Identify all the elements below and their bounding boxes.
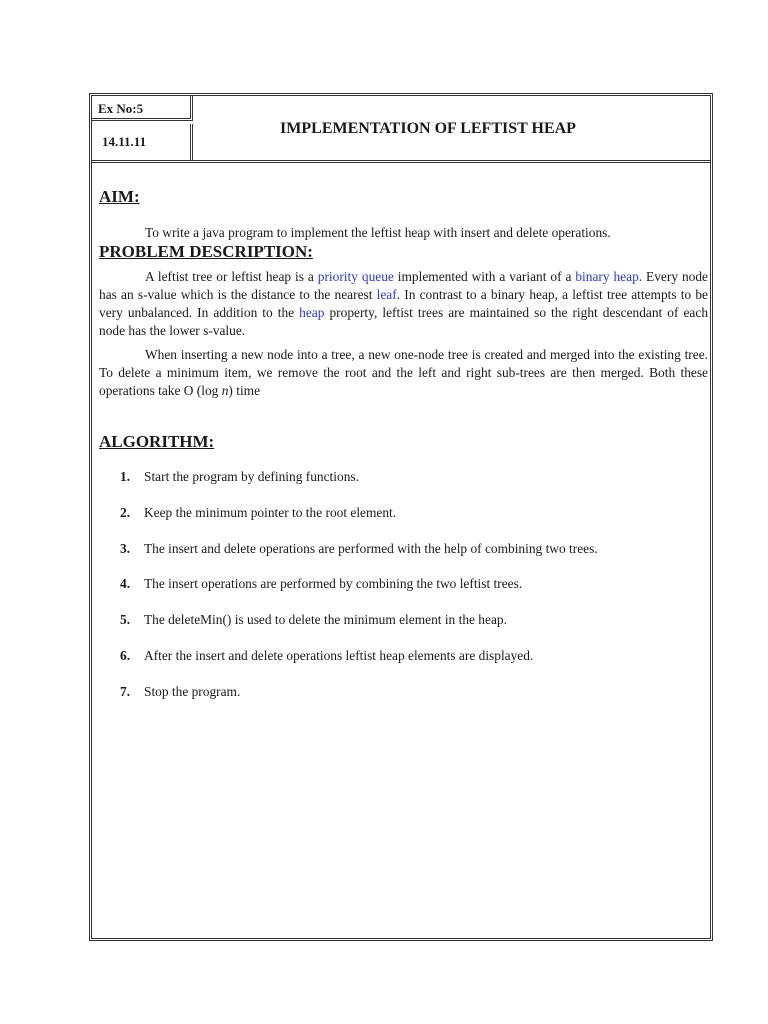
algorithm-step-3: 3. The insert and delete operations are performed with the help of combining two trees. bbox=[120, 541, 598, 556]
algorithm-step-7: 7. Stop the program. bbox=[120, 684, 241, 699]
p1-text-e: property, leftist trees are maintained so the right descendant of each node has the lower s-value. bbox=[99, 305, 709, 338]
algorithm-step-2: 2. Keep the minimum pointer to the root element. bbox=[120, 505, 397, 520]
p2-text-a: When inserting a new node into a tree, a new one-node tree is created and merged into the existing tree. To delete a minimum item, we remove the root and the left and right sub-trees are then merged. Both these operations take O (log bbox=[99, 347, 708, 398]
binary-heap-link[interactable]: binary heap bbox=[575, 269, 639, 284]
algorithm-step-4: 4. The insert operations are performed by combining the two leftist trees. bbox=[120, 576, 523, 591]
problem-paragraph-1 bbox=[99, 268, 708, 340]
page-title: IMPLEMENTATION OF LEFTIST HEAP bbox=[280, 120, 576, 137]
p1-text-b: implemented with a variant of a bbox=[393, 269, 576, 284]
priority-queue-link[interactable]: priority queue bbox=[317, 269, 394, 284]
heap-link[interactable]: heap bbox=[299, 305, 325, 320]
p1-text-c: . Every node has an s-value which is the distance to the nearest bbox=[99, 269, 708, 302]
aim-heading: AIM: bbox=[99, 187, 140, 206]
aim-text: To write a java program to implement the leftist heap with insert and delete operations. bbox=[145, 225, 611, 240]
p2-n: n bbox=[221, 383, 229, 398]
exercise-date: 14.11.11 bbox=[92, 124, 193, 160]
p1-text-d: . In contrast to a binary heap, a leftist tree attempts to be very unbalanced. In addition to the bbox=[99, 287, 709, 320]
problem-paragraph-2 bbox=[99, 346, 708, 400]
leaf-link[interactable]: leaf bbox=[376, 287, 397, 302]
algorithm-step-1: 1. Start the program by defining functions. bbox=[120, 469, 359, 484]
algorithm-step-5: 5. The deleteMin() is used to delete the minimum element in the heap. bbox=[120, 612, 507, 627]
p1-text-a: A leftist tree or leftist heap is a bbox=[145, 269, 318, 284]
algorithm-heading: ALGORITHM: bbox=[99, 432, 215, 451]
p2-text-b: ) time bbox=[228, 383, 261, 398]
problem-heading: PROBLEM DESCRIPTION: bbox=[99, 242, 313, 261]
algorithm-step-6: 6. After the insert and delete operations leftist heap elements are displayed. bbox=[120, 648, 534, 663]
page-frame bbox=[89, 93, 713, 941]
exercise-number: Ex No:5 bbox=[92, 96, 193, 121]
header-divider bbox=[92, 160, 710, 163]
